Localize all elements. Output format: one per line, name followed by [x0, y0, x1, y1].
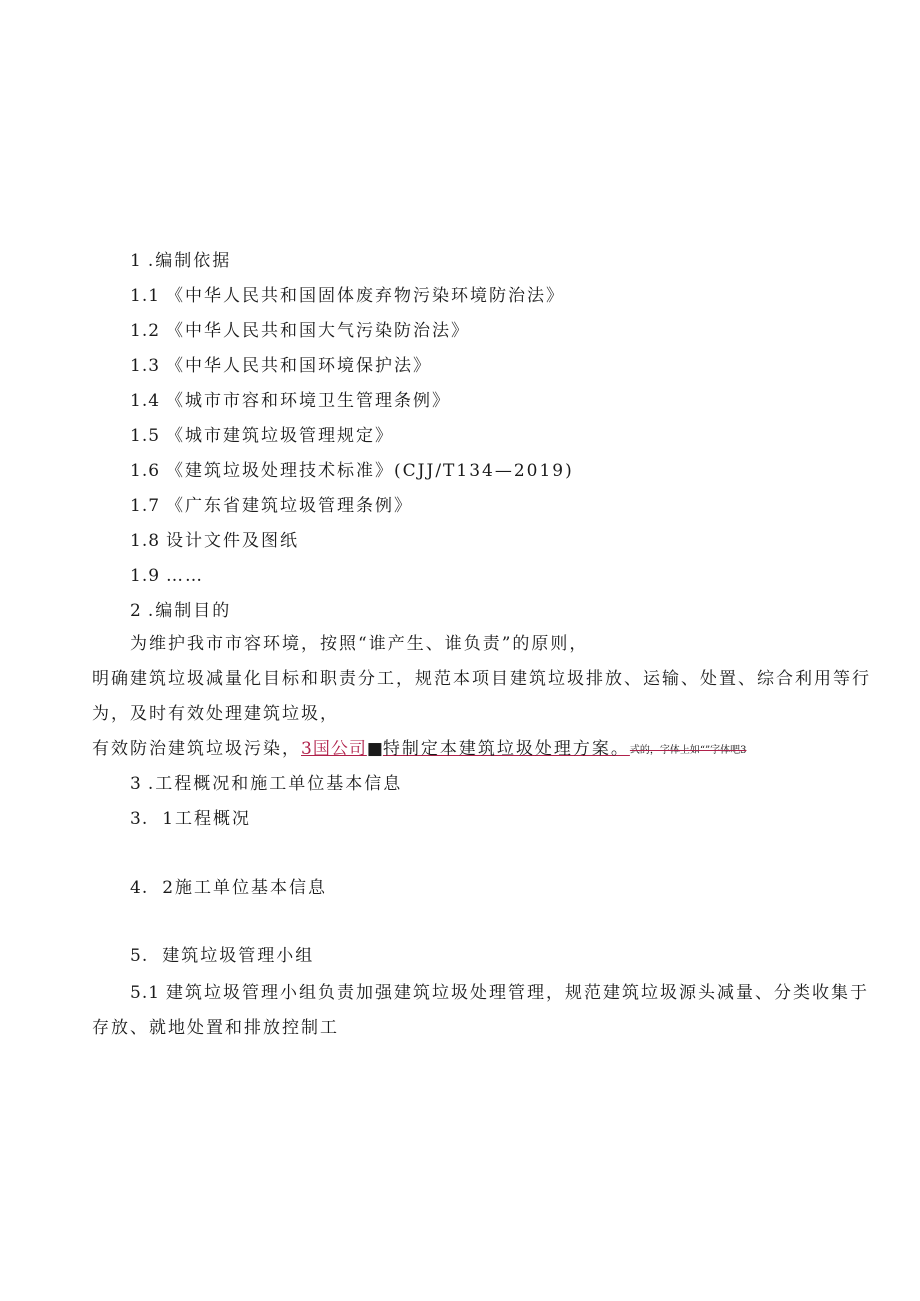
section-number: 3 — [130, 774, 142, 794]
section-5-heading — [130, 945, 314, 967]
section-2-heading — [130, 600, 231, 622]
reference-item — [130, 355, 432, 377]
item-number: 1.2 — [130, 321, 161, 341]
paragraph-line — [92, 738, 746, 762]
reference-item — [130, 425, 394, 447]
reference-item — [130, 530, 299, 552]
section-title: .编制依据 — [147, 251, 232, 271]
item-text: 《中华人民共和国固体废弃物污染环境防治法》 — [166, 286, 566, 306]
item-text: 《城市市容和环境卫生管理条例》 — [166, 391, 452, 411]
section-number: 2 — [130, 601, 142, 621]
paragraph-text: 建筑垃圾管理小组负责加强建筑垃圾处理管理，规范建筑垃圾源头减量、分类收集于 — [166, 983, 870, 1003]
reference-item — [130, 320, 470, 342]
paragraph-line: 存放、就地处置和排放控制工 — [92, 1018, 339, 1038]
reference-item — [130, 390, 451, 412]
paragraph-line: 为，及时有效处理建筑垃圾， — [92, 704, 339, 724]
paragraph-text: 有效防治建筑垃圾污染， — [92, 739, 301, 759]
item-text: 《建筑垃圾处理技术标准》(CJJ/T134—2019) — [166, 461, 574, 481]
subsection-heading — [130, 808, 251, 830]
section-number: 4. — [130, 878, 149, 898]
reference-item — [130, 285, 565, 307]
item-text: 《中华人民共和国大气污染防治法》 — [166, 321, 471, 341]
reference-item — [130, 565, 204, 587]
item-number: 1.5 — [130, 426, 161, 446]
section-title: .编制目的 — [147, 601, 232, 621]
paragraph-line — [130, 982, 869, 1004]
item-number: 1.3 — [130, 356, 161, 376]
paragraph-line: 明确建筑垃圾减量化目标和职责分工，规范本项目建筑垃圾排放、运输、处置、综合利用等行 — [92, 669, 871, 689]
black-square-mark: ■ — [366, 739, 383, 759]
item-text: 《广东省建筑垃圾管理条例》 — [166, 496, 414, 516]
revision-inserted-text: 3国公司 — [301, 739, 367, 759]
section-number: 3. — [130, 809, 149, 829]
revision-deleted-text: 式的，字体上如“”字体吧3 — [629, 745, 747, 756]
item-number: 1.6 — [130, 461, 161, 481]
item-text: 设计文件及图纸 — [166, 531, 300, 551]
item-text: 《中华人民共和国环境保护法》 — [166, 356, 433, 376]
paragraph-line: 为维护我市市容环境，按照“谁产生、谁负责”的原则， — [130, 634, 589, 654]
item-number: 1.1 — [130, 286, 161, 306]
paragraph-text: 特制定本建筑垃圾处理方案。 — [382, 739, 630, 759]
reference-item — [130, 495, 413, 517]
section-title: 1工程概况 — [162, 809, 252, 829]
item-text: …… — [166, 566, 205, 586]
section-number: 5. — [130, 946, 149, 966]
item-text: 《城市建筑垃圾管理规定》 — [166, 426, 395, 446]
section-title: 建筑垃圾管理小组 — [162, 946, 315, 966]
section-3-heading — [130, 773, 402, 795]
item-number: 1.7 — [130, 496, 161, 516]
item-number: 5.1 — [130, 983, 161, 1003]
section-1-heading — [130, 250, 231, 272]
item-number: 1.8 — [130, 531, 161, 551]
item-number: 1.4 — [130, 391, 161, 411]
section-title: 2施工单位基本信息 — [162, 878, 328, 898]
section-title: .工程概况和施工单位基本信息 — [147, 774, 403, 794]
subsection-heading — [130, 877, 327, 899]
section-number: 1 — [130, 251, 142, 271]
item-number: 1.9 — [130, 566, 161, 586]
reference-item — [130, 460, 574, 482]
